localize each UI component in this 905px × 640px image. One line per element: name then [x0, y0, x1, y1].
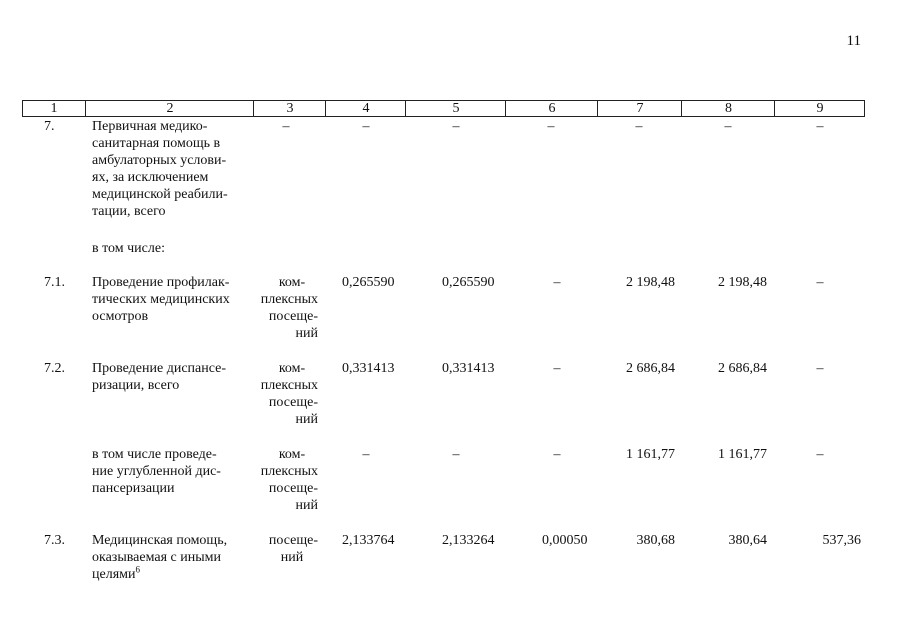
- cell-col-5: 2,133264: [442, 533, 495, 548]
- cell-col-9: –: [816, 119, 824, 134]
- header-col-5: 5: [405, 101, 506, 116]
- cell-col-5: –: [452, 119, 460, 134]
- cell-col-4: 0,331413: [342, 361, 395, 376]
- cell-col-7: 1 161,77: [626, 447, 675, 462]
- header-col-3: 3: [253, 101, 326, 116]
- cell-col-4: –: [362, 447, 370, 462]
- header-col-2: 2: [85, 101, 254, 116]
- cell-col-3: –: [282, 119, 290, 134]
- row-number: 7.2.: [44, 361, 65, 376]
- cell-col-5: –: [452, 447, 460, 462]
- row-name: Проведение диспансе- ризации, всего: [92, 361, 226, 393]
- row-name: Медицинская помощь, оказываемая с иными целями$^6$: [92, 533, 228, 582]
- row-number: 7.1.: [44, 275, 65, 290]
- cell-col-5: 0,331413: [442, 361, 495, 376]
- header-col-1: 1: [50, 101, 58, 116]
- cell-col-5: 0,265590: [442, 275, 495, 290]
- header-col-7: 7: [597, 101, 682, 116]
- cell-col-4: 2,133764: [342, 533, 395, 548]
- cell-col-6: –: [553, 361, 561, 376]
- header-col-9: 9: [774, 101, 865, 116]
- row-unit: ком- плексных посеще- ний: [260, 275, 318, 341]
- cell-col-7: –: [635, 119, 643, 134]
- page-number: 11: [846, 33, 861, 49]
- footnote-mark: 6: [135, 564, 140, 575]
- row-number: 7.: [44, 119, 55, 134]
- cell-col-9: 537,36: [822, 533, 861, 548]
- cell-col-6: –: [547, 119, 555, 134]
- row-unit: ком- плексных посеще- ний: [260, 447, 318, 513]
- row-number: 7.3.: [44, 533, 65, 548]
- row-unit: ком- плексных посеще- ний: [260, 361, 318, 427]
- header-col-4: 4: [325, 101, 406, 116]
- cell-col-8: 2 198,48: [718, 275, 767, 290]
- cell-col-8: 380,64: [728, 533, 767, 548]
- row-name: в том числе проведе- ние углубленной дис- пансеризации: [92, 447, 221, 496]
- row-name: Проведение профилак- тических медицинских осмотров: [92, 275, 230, 324]
- cell-col-6: –: [553, 447, 561, 462]
- row-unit: посеще- ний: [268, 533, 318, 565]
- cell-col-8: –: [724, 119, 732, 134]
- cell-col-6: –: [553, 275, 561, 290]
- cell-col-4: –: [362, 119, 370, 134]
- cell-col-8: 2 686,84: [718, 361, 767, 376]
- cell-col-7: 380,68: [636, 533, 675, 548]
- table-header-row: [22, 100, 865, 117]
- cell-col-9: –: [816, 275, 824, 290]
- cell-col-9: –: [816, 361, 824, 376]
- row-name: Первичная медико- санитарная помощь в амбулаторных услови- ях, за исключением медицинской реабили- тации, всего: [92, 119, 228, 219]
- cell-col-8: 1 161,77: [718, 447, 767, 462]
- cell-col-4: 0,265590: [342, 275, 395, 290]
- including-label: в том числе:: [92, 241, 165, 256]
- cell-col-7: 2 198,48: [626, 275, 675, 290]
- cell-col-6: 0,00050: [542, 533, 588, 548]
- header-col-8: 8: [681, 101, 775, 116]
- cell-col-7: 2 686,84: [626, 361, 675, 376]
- header-col-6: 6: [505, 101, 598, 116]
- cell-col-9: –: [816, 447, 824, 462]
